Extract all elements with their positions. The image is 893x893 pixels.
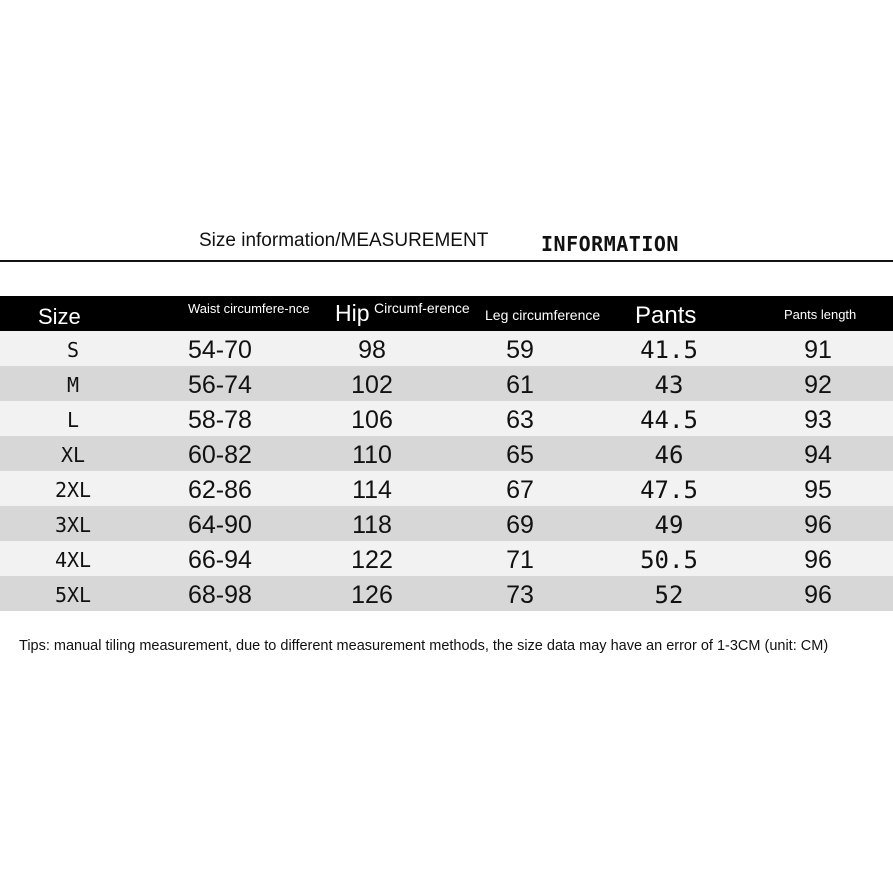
cell-pants: 44.5	[640, 406, 698, 434]
cell-leg: 69	[506, 511, 534, 539]
cell-size: L	[66, 408, 80, 432]
header-pants-length: Pants length	[784, 307, 857, 322]
title-divider	[0, 260, 893, 262]
cell-size: S	[66, 338, 80, 362]
title-bar	[0, 226, 893, 262]
cell-size: M	[66, 373, 80, 397]
cell-pants-length: 92	[804, 371, 832, 399]
cell-leg: 65	[506, 441, 534, 469]
table-row	[0, 401, 893, 436]
cell-hip: 114	[352, 476, 392, 504]
header-hip-sub: Circumf-erence	[374, 300, 470, 316]
page-title-bold: INFORMATION	[541, 232, 679, 256]
cell-leg: 67	[506, 476, 534, 504]
header-size: Size	[38, 304, 81, 329]
cell-pants: 50.5	[640, 546, 698, 574]
cell-pants-length: 94	[804, 441, 832, 469]
cell-pants: 52	[654, 581, 684, 609]
cell-size: 2XL	[54, 478, 92, 502]
cell-hip: 106	[351, 406, 393, 434]
header-waist: Waist circumfere-nce	[188, 301, 310, 316]
cell-hip: 122	[351, 546, 393, 574]
cell-pants-length: 96	[804, 546, 832, 574]
page-title: Size information/MEASUREMENT	[199, 230, 489, 251]
cell-waist: 56-74	[188, 371, 252, 399]
cell-pants: 43	[654, 371, 684, 399]
cell-pants: 41.5	[640, 336, 698, 364]
cell-hip: 102	[351, 371, 393, 399]
cell-pants: 49	[654, 511, 684, 539]
table-header	[0, 296, 893, 331]
cell-hip: 98	[358, 336, 386, 364]
table-row	[0, 471, 893, 506]
tips-note: Tips: manual tiling measurement, due to different measurement methods, the size data may have an error of 1-3CM (unit: CM)	[19, 638, 829, 654]
cell-waist: 68-98	[188, 581, 252, 609]
cell-leg: 71	[506, 546, 534, 574]
cell-pants-length: 96	[804, 581, 832, 609]
cell-leg: 59	[506, 336, 534, 364]
cell-leg: 63	[506, 406, 534, 434]
cell-waist: 60-82	[188, 441, 252, 469]
table-row	[0, 331, 893, 366]
cell-pants-length: 91	[804, 336, 832, 364]
table-body	[0, 331, 893, 611]
table-row	[0, 576, 893, 611]
cell-size: 5XL	[54, 583, 92, 607]
cell-pants-length: 95	[804, 476, 832, 504]
cell-size: 4XL	[54, 548, 92, 572]
table-row	[0, 436, 893, 471]
header-leg: Leg circumference	[485, 307, 601, 323]
header-pants: Pants	[635, 302, 697, 329]
cell-size: 3XL	[54, 513, 92, 537]
cell-leg: 73	[506, 581, 534, 609]
header-hip: Hip	[335, 300, 370, 326]
cell-waist: 58-78	[188, 406, 252, 434]
table-row	[0, 506, 893, 541]
cell-hip: 126	[351, 581, 393, 609]
cell-waist: 66-94	[188, 546, 252, 574]
cell-waist: 64-90	[188, 511, 252, 539]
cell-pants-length: 93	[804, 406, 832, 434]
size-table	[0, 296, 893, 611]
cell-hip: 118	[352, 511, 392, 539]
table-row	[0, 541, 893, 576]
cell-size: XL	[60, 443, 86, 467]
cell-pants: 46	[654, 441, 684, 469]
cell-pants-length: 96	[804, 511, 832, 539]
cell-leg: 61	[506, 371, 534, 399]
cell-waist: 54-70	[188, 336, 252, 364]
cell-hip: 110	[352, 441, 392, 469]
cell-waist: 62-86	[188, 476, 252, 504]
table-row	[0, 366, 893, 401]
cell-pants: 47.5	[640, 476, 698, 504]
